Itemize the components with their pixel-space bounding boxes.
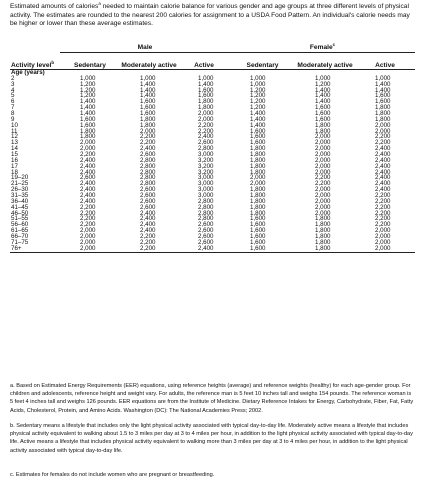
table-body bbox=[10, 70, 415, 253]
male-moderate-cell: 2,400 bbox=[140, 145, 156, 153]
age-cell: 4 bbox=[11, 86, 15, 94]
age-cell: 6 bbox=[11, 98, 15, 106]
age-cell: 46–50 bbox=[11, 209, 29, 217]
column-header-activity-level bbox=[10, 53, 60, 70]
male-moderate-cell: 1,800 bbox=[140, 115, 156, 123]
column-header-male-active: Active bbox=[194, 62, 214, 69]
male-active-cell: 2,600 bbox=[198, 139, 214, 147]
male-moderate-cell: 2,800 bbox=[140, 180, 156, 188]
male-moderate-cell: 1,800 bbox=[140, 121, 156, 129]
female-active-cell: 1,800 bbox=[375, 104, 391, 112]
female-moderate-cell: 2,200 bbox=[315, 180, 331, 188]
age-header: Age (years) bbox=[11, 69, 45, 76]
male-active-cell: 1,800 bbox=[198, 104, 214, 112]
intro-paragraph bbox=[10, 0, 414, 29]
female-sedentary-cell: 1,600 bbox=[250, 215, 266, 223]
column-header-female-sedentary: Sedentary bbox=[246, 62, 279, 69]
female-active-cell: 2,200 bbox=[375, 192, 391, 200]
female-moderate-cell: 1,600 bbox=[315, 115, 331, 123]
female-moderate-cell: 2,000 bbox=[315, 156, 331, 164]
female-moderate-cell: 1,800 bbox=[315, 121, 331, 129]
female-moderate-cell: 2,000 bbox=[315, 209, 331, 217]
female-active-cell: 2,200 bbox=[375, 197, 391, 205]
column-header-female-active: Active bbox=[375, 62, 395, 69]
male-moderate-cell: 2,800 bbox=[140, 156, 156, 164]
female-active-cell: 1,000 bbox=[375, 74, 391, 82]
female-sedentary-cell: 1,200 bbox=[250, 92, 266, 100]
male-sedentary-cell: 2,000 bbox=[80, 145, 96, 153]
female-sedentary-cell: 1,400 bbox=[250, 115, 266, 123]
male-moderate-cell: 2,800 bbox=[140, 168, 156, 176]
age-cell: 9 bbox=[11, 115, 15, 123]
group-header-female-label: Female bbox=[309, 44, 333, 51]
female-active-cell: 2,000 bbox=[375, 227, 391, 235]
female-active-cell: 2,000 bbox=[355, 246, 415, 252]
female-sedentary-cell: 1,000 bbox=[250, 74, 266, 82]
male-active-cell: 1,400 bbox=[198, 80, 214, 88]
age-cell: 71–75 bbox=[11, 238, 29, 246]
table-row bbox=[10, 246, 415, 252]
male-active-cell: 3,000 bbox=[198, 180, 214, 188]
male-sedentary-cell: 2,000 bbox=[60, 246, 120, 252]
male-sedentary-cell: 1,400 bbox=[80, 110, 96, 118]
age-cell: 21–25 bbox=[11, 180, 29, 188]
male-moderate-cell: 2,600 bbox=[140, 203, 156, 211]
age-cell: 41–45 bbox=[11, 203, 29, 211]
male-moderate-cell: 2,800 bbox=[140, 174, 156, 182]
female-moderate-cell: 1,000 bbox=[315, 74, 331, 82]
male-sedentary-cell: 2,200 bbox=[80, 151, 96, 159]
male-sedentary-cell: 2,000 bbox=[80, 238, 96, 246]
column-header-activity-label: Activity level bbox=[11, 62, 52, 69]
female-active-cell: 2,200 bbox=[375, 209, 391, 217]
female-sedentary-cell: 1,600 bbox=[250, 227, 266, 235]
female-sedentary-cell: 1,800 bbox=[250, 145, 266, 153]
female-moderate-cell: 1,800 bbox=[315, 238, 331, 246]
male-active-cell: 1,800 bbox=[198, 98, 214, 106]
age-cell: 66–70 bbox=[11, 233, 29, 241]
footnote-a: a. Based on Estimated Energy Requirements (EER) equations, using reference heights (average) and reference weights (healthy) for each age-gender group. For children and adolescents, reference height and weight vary. For adults, the reference man is 5 feet 10 inches tall and weighs 154 pounds. The reference woman is 5 feet 4 inches tall and weighs 126 pounds. EER equations are from the Institute of Medicine. Dietary Reference Intakes for Energy, Carbohydrate, Fiber, Fat, Fatty Acids, Cholesterol, Protein, and Amino Acids. Washington (DC): The National Academies Press; 2002. bbox=[10, 383, 414, 414]
male-sedentary-cell: 2,000 bbox=[80, 227, 96, 235]
female-active-cell: 2,000 bbox=[375, 238, 391, 246]
age-cell: 11 bbox=[11, 127, 18, 135]
male-active-cell: 2,000 bbox=[198, 115, 214, 123]
female-moderate-cell: 1,800 bbox=[315, 215, 331, 223]
female-sedentary-cell: 1,400 bbox=[250, 121, 266, 129]
male-active-cell: 3,000 bbox=[198, 192, 214, 200]
female-active-cell: 2,200 bbox=[375, 221, 391, 229]
female-sedentary-cell: 1,800 bbox=[250, 186, 266, 194]
male-active-cell: 2,600 bbox=[198, 238, 214, 246]
column-header-female-moderate: Moderately active bbox=[297, 62, 353, 69]
male-sedentary-cell: 2,000 bbox=[80, 139, 96, 147]
age-cell: 10 bbox=[11, 121, 18, 129]
female-sedentary-cell: 1,000 bbox=[250, 80, 266, 88]
female-active-cell: 2,400 bbox=[375, 180, 391, 188]
female-moderate-cell: 2,000 bbox=[315, 133, 331, 141]
female-moderate-cell: 2,200 bbox=[315, 174, 331, 182]
group-header-female bbox=[230, 43, 415, 53]
age-cell: 8 bbox=[11, 110, 15, 118]
male-active-cell: 3,200 bbox=[198, 162, 214, 170]
female-sedentary-cell: 1,800 bbox=[250, 192, 266, 200]
male-active-cell: 3,200 bbox=[198, 156, 214, 164]
age-cell: 76+ bbox=[10, 246, 60, 252]
age-cell: 2 bbox=[11, 74, 15, 82]
footnote-b: b. Sedentary means a lifestyle that includes only the light physical activity associated with typical day-to-day life. Moderately active means a lifestyle that includes physical activity equivalent to walking about 1.5 to 3 miles per day at 3 to 4 miles per hour, in addition to the light physical activity associated with typical day-to-day life. Active means a lifestyle that includes physical activity equivalent to walking more than 3 miles per day at 3 to 4 miles per hour, in addition to the light physical activity associated with typical day-to-day life. bbox=[10, 423, 413, 454]
female-sedentary-cell: 1,800 bbox=[250, 156, 266, 164]
female-active-cell: 2,400 bbox=[375, 162, 391, 170]
male-moderate-cell: 1,600 bbox=[140, 98, 156, 106]
intro-text-rest: needed to maintain calorie balance for various gender and age groups at three different levels of physical activity. The estimates are rounded to the nearest 200 calories for assignment to a USDA Food Pattern. An individual's calorie needs may be higher or lower than these average estimates. bbox=[10, 3, 410, 28]
male-active-cell: 2,200 bbox=[198, 121, 214, 129]
age-cell: 13 bbox=[11, 139, 18, 147]
male-sedentary-cell: 2,400 bbox=[80, 192, 96, 200]
male-sedentary-cell: 1,000 bbox=[80, 74, 96, 82]
male-active-cell: 3,000 bbox=[198, 186, 214, 194]
male-sedentary-cell: 1,200 bbox=[80, 86, 96, 94]
female-active-cell: 2,200 bbox=[375, 139, 391, 147]
male-moderate-cell: 1,400 bbox=[140, 92, 156, 100]
age-cell: 31–35 bbox=[11, 192, 29, 200]
age-cell: 19–20 bbox=[11, 174, 29, 182]
female-active-cell: 2,000 bbox=[375, 121, 391, 129]
male-moderate-cell: 1,400 bbox=[140, 80, 156, 88]
male-moderate-cell: 2,400 bbox=[140, 221, 156, 229]
female-moderate-cell: 1,600 bbox=[315, 110, 331, 118]
male-moderate-cell: 2,400 bbox=[140, 209, 156, 217]
female-active-cell: 2,200 bbox=[375, 133, 391, 141]
age-cell: 36–40 bbox=[11, 197, 29, 205]
female-moderate-cell: 1,400 bbox=[315, 92, 331, 100]
female-sedentary-cell: 1,200 bbox=[250, 104, 266, 112]
male-active-cell: 1,600 bbox=[198, 92, 214, 100]
female-active-cell: 1,800 bbox=[375, 110, 391, 118]
male-active-cell: 2,400 bbox=[198, 133, 214, 141]
age-cell: 16 bbox=[11, 156, 18, 164]
male-active-cell: 1,600 bbox=[198, 86, 214, 94]
male-sedentary-cell: 2,200 bbox=[80, 203, 96, 211]
footnote-marker-a: a bbox=[98, 0, 101, 6]
male-active-cell: 2,400 bbox=[178, 246, 230, 252]
male-sedentary-cell: 2,400 bbox=[80, 156, 96, 164]
male-sedentary-cell: 1,200 bbox=[80, 92, 96, 100]
column-header-male-sedentary: Sedentary bbox=[74, 62, 106, 69]
female-moderate-cell: 2,000 bbox=[315, 203, 331, 211]
female-sedentary-cell: 1,800 bbox=[250, 162, 266, 170]
male-sedentary-cell: 2,600 bbox=[80, 174, 96, 182]
female-moderate-cell: 2,000 bbox=[315, 162, 331, 170]
female-moderate-cell: 2,000 bbox=[315, 192, 331, 200]
male-sedentary-cell: 2,400 bbox=[80, 162, 96, 170]
age-cell: 56–60 bbox=[11, 221, 29, 229]
female-sedentary-cell: 1,600 bbox=[250, 133, 266, 141]
female-active-cell: 1,600 bbox=[375, 92, 391, 100]
male-sedentary-cell: 1,200 bbox=[80, 80, 96, 88]
female-moderate-cell: 2,000 bbox=[315, 197, 331, 205]
age-cell: 12 bbox=[11, 133, 18, 141]
male-sedentary-cell: 1,600 bbox=[80, 115, 96, 123]
footnote-marker-b: b bbox=[51, 59, 55, 65]
male-sedentary-cell: 2,200 bbox=[80, 215, 96, 223]
female-active-cell: 2,400 bbox=[375, 174, 391, 182]
male-sedentary-cell: 2,400 bbox=[80, 168, 96, 176]
female-sedentary-cell: 1,800 bbox=[250, 203, 266, 211]
female-active-cell: 2,200 bbox=[375, 215, 391, 223]
age-cell: 18 bbox=[11, 168, 18, 176]
female-moderate-cell: 2,000 bbox=[315, 186, 331, 194]
female-sedentary-cell: 1,800 bbox=[250, 168, 266, 176]
male-moderate-cell: 1,000 bbox=[140, 74, 156, 82]
female-moderate-cell: 1,200 bbox=[315, 80, 331, 88]
male-moderate-cell: 2,200 bbox=[140, 133, 156, 141]
male-active-cell: 3,000 bbox=[198, 151, 214, 159]
male-moderate-cell: 2,200 bbox=[120, 246, 178, 252]
male-sedentary-cell: 2,200 bbox=[80, 221, 96, 229]
male-moderate-cell: 1,400 bbox=[140, 86, 156, 94]
female-active-cell: 2,000 bbox=[375, 127, 391, 135]
female-sedentary-cell: 1,400 bbox=[250, 110, 266, 118]
male-moderate-cell: 2,200 bbox=[140, 238, 156, 246]
male-moderate-cell: 2,800 bbox=[140, 162, 156, 170]
male-active-cell: 2,800 bbox=[198, 209, 214, 217]
male-sedentary-cell: 2,400 bbox=[80, 180, 96, 188]
table-group-header-row bbox=[10, 43, 415, 53]
female-active-cell: 2,000 bbox=[375, 233, 391, 241]
table-column-header-row bbox=[10, 53, 415, 70]
male-active-cell: 2,600 bbox=[198, 221, 214, 229]
male-sedentary-cell: 1,800 bbox=[80, 127, 96, 135]
female-sedentary-cell: 1,600 bbox=[250, 127, 266, 135]
female-moderate-cell: 2,000 bbox=[315, 151, 331, 159]
female-moderate-cell: 1,800 bbox=[315, 127, 331, 135]
male-active-cell: 3,000 bbox=[198, 174, 214, 182]
calorie-table bbox=[10, 43, 415, 253]
female-moderate-cell: 1,600 bbox=[315, 104, 331, 112]
male-sedentary-cell: 2,400 bbox=[80, 186, 96, 194]
column-header-male-moderate: Moderately active bbox=[121, 62, 177, 69]
age-cell: 51–55 bbox=[11, 215, 29, 223]
male-active-cell: 1,000 bbox=[198, 74, 214, 82]
male-moderate-cell: 1,600 bbox=[140, 110, 156, 118]
male-moderate-cell: 2,600 bbox=[140, 151, 156, 159]
female-active-cell: 1,600 bbox=[375, 98, 391, 106]
female-active-cell: 2,400 bbox=[375, 168, 391, 176]
female-moderate-cell: 1,800 bbox=[295, 246, 355, 252]
female-active-cell: 2,400 bbox=[375, 186, 391, 194]
male-sedentary-cell: 1,400 bbox=[80, 104, 96, 112]
male-moderate-cell: 2,400 bbox=[140, 227, 156, 235]
female-sedentary-cell: 1,600 bbox=[250, 233, 266, 241]
female-sedentary-cell: 2,000 bbox=[250, 180, 266, 188]
female-moderate-cell: 2,000 bbox=[315, 168, 331, 176]
male-moderate-cell: 1,600 bbox=[140, 104, 156, 112]
female-sedentary-cell: 1,200 bbox=[250, 98, 266, 106]
female-active-cell: 2,200 bbox=[375, 203, 391, 211]
male-active-cell: 2,800 bbox=[198, 145, 214, 153]
age-cell: 26–30 bbox=[11, 186, 29, 194]
age-cell: 5 bbox=[11, 92, 15, 100]
female-moderate-cell: 1,800 bbox=[315, 233, 331, 241]
male-sedentary-cell: 2,400 bbox=[80, 197, 96, 205]
male-moderate-cell: 2,200 bbox=[140, 233, 156, 241]
female-active-cell: 1,800 bbox=[375, 115, 391, 123]
female-sedentary-cell: 1,800 bbox=[250, 197, 266, 205]
female-moderate-cell: 1,800 bbox=[315, 221, 331, 229]
female-active-cell: 2,400 bbox=[375, 145, 391, 153]
male-moderate-cell: 2,600 bbox=[140, 197, 156, 205]
age-cell: 7 bbox=[11, 104, 15, 112]
group-header-male: Male bbox=[60, 43, 230, 53]
male-active-cell: 2,000 bbox=[198, 110, 214, 118]
age-cell: 15 bbox=[11, 151, 18, 159]
female-sedentary-cell: 1,200 bbox=[250, 86, 266, 94]
age-cell: 3 bbox=[11, 80, 15, 88]
male-sedentary-cell: 2,000 bbox=[80, 233, 96, 241]
male-sedentary-cell: 2,200 bbox=[80, 209, 96, 217]
female-active-cell: 1,400 bbox=[375, 80, 391, 88]
male-moderate-cell: 2,200 bbox=[140, 139, 156, 147]
male-active-cell: 3,200 bbox=[198, 168, 214, 176]
female-moderate-cell: 2,000 bbox=[315, 145, 331, 153]
female-active-cell: 1,400 bbox=[375, 86, 391, 94]
female-sedentary-cell: 1,600 bbox=[230, 246, 295, 252]
female-moderate-cell: 1,400 bbox=[315, 98, 331, 106]
footnote-marker-c: c bbox=[332, 41, 336, 47]
female-sedentary-cell: 1,800 bbox=[250, 209, 266, 217]
male-sedentary-cell: 1,800 bbox=[80, 133, 96, 141]
age-cell: 17 bbox=[11, 162, 18, 170]
male-active-cell: 2,800 bbox=[198, 215, 214, 223]
intro-text-start: Estimated amounts of calories bbox=[10, 3, 99, 10]
male-sedentary-cell: 1,600 bbox=[80, 121, 96, 129]
footnote-c: c. Estimates for females do not include women who are pregnant or breastfeeding. bbox=[10, 472, 215, 478]
female-moderate-cell: 2,000 bbox=[315, 139, 331, 147]
male-active-cell: 2,800 bbox=[198, 197, 214, 205]
female-sedentary-cell: 2,000 bbox=[250, 174, 266, 182]
male-active-cell: 2,200 bbox=[198, 127, 214, 135]
male-moderate-cell: 2,600 bbox=[140, 192, 156, 200]
female-sedentary-cell: 1,600 bbox=[250, 221, 266, 229]
female-active-cell: 2,400 bbox=[375, 156, 391, 164]
male-moderate-cell: 2,400 bbox=[140, 215, 156, 223]
age-cell: 61–65 bbox=[11, 227, 29, 235]
female-sedentary-cell: 1,800 bbox=[250, 151, 266, 159]
male-active-cell: 2,600 bbox=[198, 233, 214, 241]
male-active-cell: 2,800 bbox=[198, 203, 214, 211]
female-sedentary-cell: 1,600 bbox=[250, 139, 266, 147]
female-moderate-cell: 1,800 bbox=[315, 227, 331, 235]
age-cell: 14 bbox=[11, 145, 18, 153]
male-active-cell: 2,600 bbox=[198, 227, 214, 235]
female-active-cell: 2,400 bbox=[375, 151, 391, 159]
female-moderate-cell: 1,400 bbox=[315, 86, 331, 94]
male-moderate-cell: 2,000 bbox=[140, 127, 156, 135]
male-moderate-cell: 2,600 bbox=[140, 186, 156, 194]
male-sedentary-cell: 1,400 bbox=[80, 98, 96, 106]
female-sedentary-cell: 1,600 bbox=[250, 238, 266, 246]
